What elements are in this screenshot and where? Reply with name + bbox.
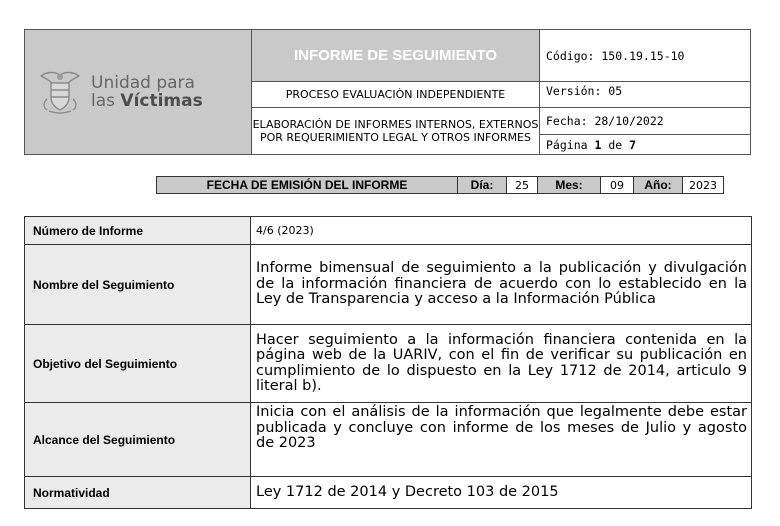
row-value-objetivo: Hacer seguimiento a la información financiera contenida en la página web de la UARIV, con el fin de verificar su publicación en cumplimiento de lo dispuesto en la Ley 1712 de 2014, articulo 9 literal b). (251, 325, 752, 403)
row-label-normatividad: Normatividad (25, 477, 251, 509)
logo-line-1: Unidad para (91, 73, 195, 93)
report-details-table (24, 216, 752, 509)
dia-value: 25 (507, 177, 538, 194)
row-label-numero: Número de Informe (25, 217, 251, 245)
document-title: INFORME DE SEGUIMIENTO (293, 46, 498, 64)
logo-cell (25, 30, 252, 155)
row-value-normatividad: Ley 1712 de 2014 y Decreto 103 de 2015 (251, 477, 752, 509)
version-cell (540, 82, 751, 108)
version-text: Versión: 05 (546, 84, 623, 98)
codigo-text: Código: 150.19.15-10 (546, 48, 685, 63)
anio-label: Año: (634, 177, 683, 194)
procedure-text: ELABORACIÓN DE INFORMES INTERNOS, EXTERNOS POR REQUERIMIENTO LEGAL Y OTROS INFORMES (252, 118, 539, 144)
process-cell (252, 82, 540, 108)
dia-label: Día: (458, 177, 507, 194)
row-value-nombre: Informe bimensual de seguimiento a la publicación y divulgación de la información financiera de acuerdo con lo establecido en la Ley de Transparencia y acceso a la Información Pública (251, 245, 752, 325)
codigo-cell (540, 30, 751, 82)
pagina-text: Página 1 de 7 (546, 137, 637, 152)
mes-label: Mes: (538, 177, 601, 194)
row-value-alcance: Inicia con el análisis de la información que legalmente debe estar publicada y concluye con informe de los meses de Julio y agosto de 2023 (251, 403, 752, 477)
process-text: PROCESO EVALUACIÒN INDEPENDIENTE (285, 88, 506, 101)
table-row (25, 477, 752, 509)
emission-date-strip (156, 176, 724, 194)
emission-label: FECHA DE EMISIÓN DEL INFORME (157, 177, 458, 194)
table-row (25, 325, 752, 403)
document-title-cell (252, 30, 540, 82)
table-row (25, 217, 752, 245)
fecha-cell (540, 108, 751, 135)
row-label-nombre: Nombre del Seguimiento (25, 245, 251, 325)
fecha-text: Fecha: 28/10/2022 (546, 114, 664, 128)
logo-wordmark (91, 74, 203, 110)
document-header (24, 29, 751, 155)
row-value-numero: 4/6 (2023) (251, 217, 752, 245)
table-row (25, 403, 752, 477)
row-label-objetivo: Objetivo del Seguimiento (25, 325, 251, 403)
row-label-alcance: Alcance del Seguimiento (25, 403, 251, 477)
anio-value: 2023 (683, 177, 724, 194)
mes-value: 09 (601, 177, 634, 194)
colombia-coat-of-arms-icon (37, 69, 83, 115)
logo-line-2: las Víctimas (91, 91, 203, 111)
table-row (25, 245, 752, 325)
pagina-cell (540, 135, 751, 155)
procedure-cell (252, 108, 540, 155)
